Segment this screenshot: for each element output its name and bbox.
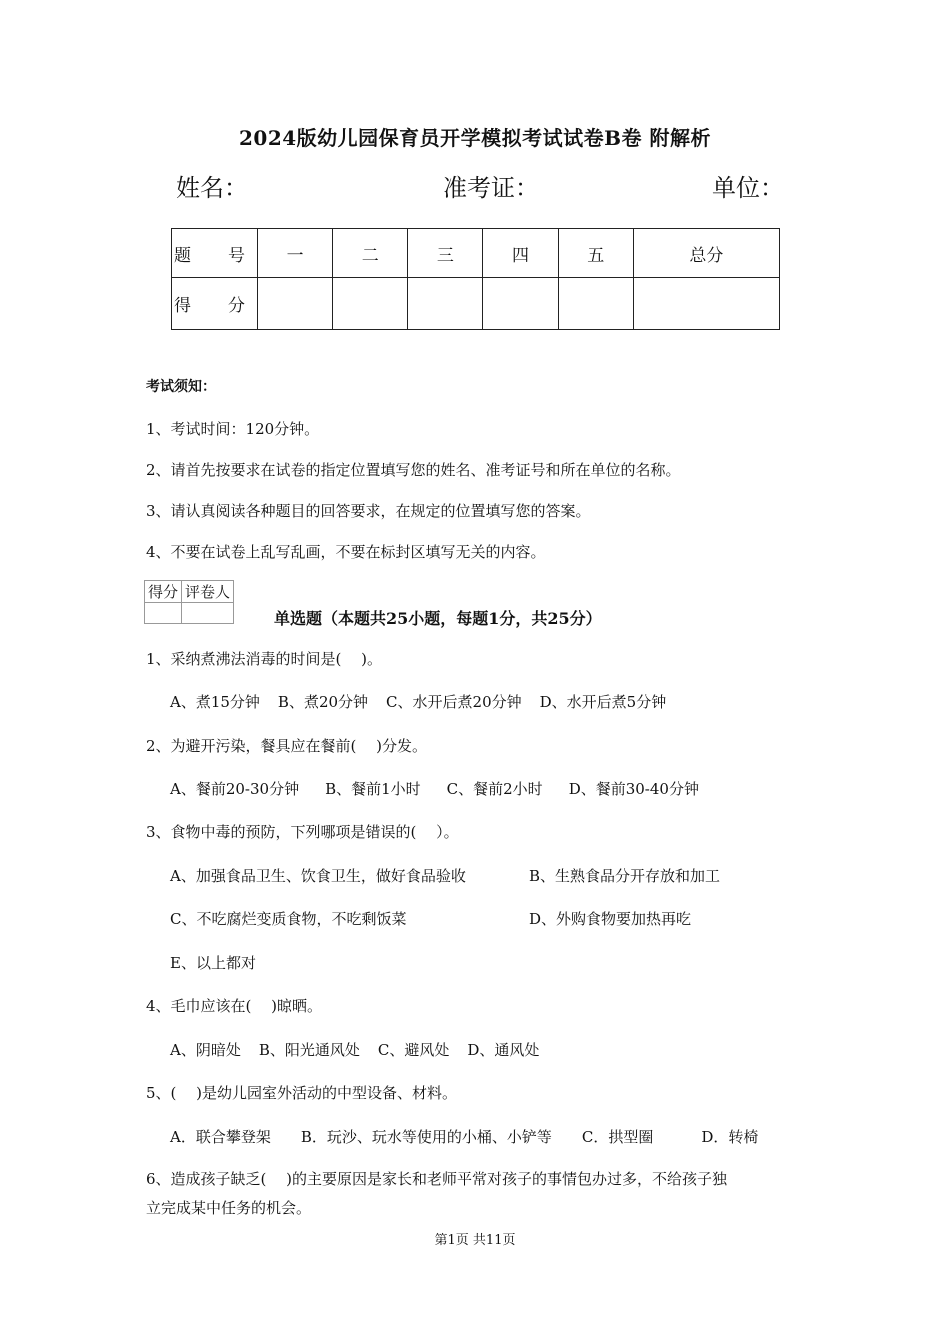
option: A、煮15分钟	[170, 693, 260, 711]
name-field-label: 姓名：	[176, 174, 248, 202]
document-title: 2024版幼儿园保育员开学模拟考试试卷B卷 附解析	[238, 126, 712, 150]
score-cell[interactable]	[333, 278, 408, 330]
option: D、外购食物要加热再吃	[529, 910, 692, 928]
option: A、加强食品卫生、饮食卫生，做好食品验收	[170, 867, 466, 885]
exam-id-field-label: 准考证：	[443, 174, 539, 202]
notice-item: 4、不要在试卷上乱写乱画，不要在标封区填写无关的内容。	[146, 543, 546, 561]
question-stem: 6、造成孩子缺乏( )的主要原因是家长和老师平常对孩子的事情包办过多，不给孩子独	[146, 1170, 728, 1188]
grader-score-cell[interactable]	[145, 603, 182, 624]
score-table-header-cell: 四	[483, 229, 558, 278]
option: B、阳光通风处	[258, 1041, 360, 1059]
question-stem: 1、采纳煮沸法消毒的时间是( )。	[146, 650, 383, 668]
score-table	[171, 228, 780, 330]
question-stem: 5、( )是幼儿园室外活动的中型设备、材料。	[146, 1084, 458, 1102]
question-options	[170, 778, 717, 799]
question-stem: 3、食物中毒的预防，下列哪项是错误的( ）。	[146, 823, 459, 841]
score-table-header-cell: 五	[558, 229, 633, 278]
question-options	[170, 1039, 557, 1060]
unit-field-label: 单位：	[712, 174, 784, 202]
grader-name-cell[interactable]	[182, 603, 234, 624]
score-table-header-cell: 总分	[633, 229, 779, 278]
score-table-header-cell: 三	[408, 229, 483, 278]
option: D、通风处	[467, 1041, 540, 1059]
option: C、水开后煮20分钟	[386, 693, 522, 711]
question-stem: 4、毛巾应该在( )晾晒。	[146, 997, 323, 1015]
option: A、餐前20-30分钟	[170, 780, 300, 798]
option: B、煮20分钟	[277, 693, 369, 711]
score-cell[interactable]	[258, 278, 333, 330]
notice-item: 3、请认真阅读各种题目的回答要求，在规定的位置填写您的答案。	[146, 502, 591, 520]
option: A、阴暗处	[170, 1041, 241, 1059]
score-cell[interactable]	[633, 278, 779, 330]
option: C、避风处	[377, 1041, 450, 1059]
question-stem: 2、为避开污染，餐具应在餐前( )分发。	[146, 737, 428, 755]
score-cell[interactable]	[558, 278, 633, 330]
notice-title: 考试须知：	[146, 379, 216, 395]
page-footer: 第1页 共11页	[434, 1233, 516, 1248]
option: C、不吃腐烂变质食物，不吃剩饭菜	[170, 910, 407, 928]
score-table-score-row	[172, 278, 780, 330]
score-cell[interactable]	[408, 278, 483, 330]
section-title: 单选题（本题共25小题，每题1分，共25分）	[274, 609, 602, 628]
score-table-header-row	[172, 229, 780, 278]
score-table-header-cell: 二	[333, 229, 408, 278]
grader-name-label: 评卷人	[182, 581, 234, 603]
option: A．联合攀登架	[170, 1128, 271, 1146]
question-options	[170, 1126, 776, 1147]
option: D、水开后煮5分钟	[539, 693, 667, 711]
option: D．转椅	[701, 1128, 759, 1146]
notice-item: 2、请首先按要求在试卷的指定位置填写您的姓名、准考证号和所在单位的名称。	[146, 461, 681, 479]
score-table-header-cell: 题 号	[172, 229, 258, 278]
option: C、餐前2小时	[446, 780, 543, 798]
option: B、生熟食品分开存放和加工	[529, 867, 721, 885]
option: C．拱型圈	[581, 1128, 654, 1146]
grader-score-label: 得分	[145, 581, 182, 603]
notice-item: 1、考试时间：120分钟。	[146, 420, 320, 438]
option: E、以上都对	[170, 954, 256, 972]
option: B、餐前1小时	[325, 780, 421, 798]
question-options	[170, 691, 684, 712]
score-row-label: 得 分	[172, 278, 258, 330]
score-cell[interactable]	[483, 278, 558, 330]
score-table-header-cell: 一	[258, 229, 333, 278]
grader-box	[144, 580, 234, 624]
option: D、餐前30-40分钟	[568, 780, 699, 798]
question-stem-continued: 立完成某中任务的机会。	[146, 1199, 312, 1217]
option: B．玩沙、玩水等使用的小桶、小铲等	[300, 1128, 552, 1146]
